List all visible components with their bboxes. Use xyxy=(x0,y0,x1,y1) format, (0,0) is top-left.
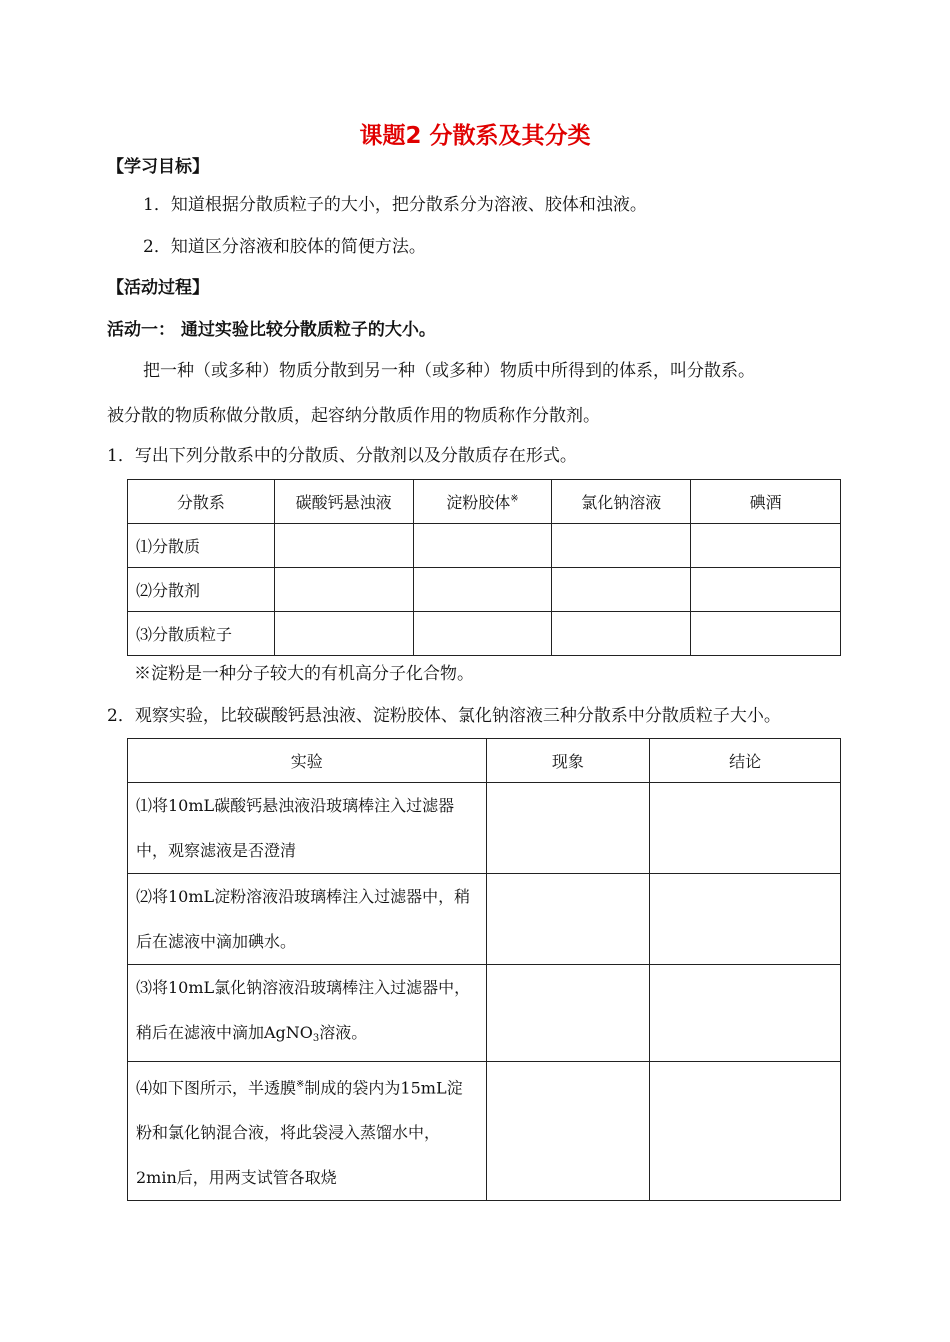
question-1: 1．写出下列分散系中的分散质、分散剂以及分散质存在形式。 xyxy=(107,446,577,466)
definition-paragraph-line2: 被分散的物质称做分散质，起容纳分散质作用的物质称作分散剂。 xyxy=(107,406,600,426)
header-cell: 碳酸钙悬浊液 xyxy=(274,480,413,524)
answer-cell[interactable] xyxy=(274,612,413,656)
header-cell: 分散系 xyxy=(128,480,275,524)
table-row xyxy=(128,1062,841,1201)
experiment-cell: ⑵将10mL淀粉溶液沿玻璃棒注入过滤器中，稍后在滤液中滴加碘水。 xyxy=(128,874,487,965)
table-row xyxy=(128,965,841,1062)
answer-cell[interactable] xyxy=(691,568,841,612)
row-label: ⑵分散剂 xyxy=(128,568,275,612)
observation-cell[interactable] xyxy=(486,783,650,874)
conclusion-cell[interactable] xyxy=(650,1062,841,1201)
goal-item-2: 2．知道区分溶液和胶体的简便方法。 xyxy=(143,237,426,257)
header-cell xyxy=(413,480,552,524)
header-cell: 实验 xyxy=(128,739,487,783)
goal-item-1: 1．知道根据分散质粒子的大小，把分散系分为溶液、胶体和浊液。 xyxy=(143,195,647,215)
conclusion-cell[interactable] xyxy=(650,874,841,965)
activity-process-heading: 【活动过程】 xyxy=(107,278,209,298)
question-2: 2．观察实验，比较碳酸钙悬浊液、淀粉胶体、氯化钠溶液三种分散系中分散质粒子大小。 xyxy=(107,706,781,726)
header-cell-text: 淀粉胶体 xyxy=(446,493,511,512)
experiment-cell xyxy=(128,1062,487,1201)
table-row xyxy=(128,568,841,612)
experiment-cell xyxy=(128,965,487,1062)
observation-cell[interactable] xyxy=(486,1062,650,1201)
footnote: ※淀粉是一种分子较大的有机高分子化合物。 xyxy=(134,664,474,684)
answer-cell[interactable] xyxy=(691,612,841,656)
dispersion-table xyxy=(127,479,841,656)
answer-cell[interactable] xyxy=(691,524,841,568)
table-header-row xyxy=(128,739,841,783)
observation-cell[interactable] xyxy=(486,965,650,1062)
conclusion-cell[interactable] xyxy=(650,965,841,1062)
page-title: 课题2 分散系及其分类 xyxy=(359,123,591,149)
definition-paragraph-line1: 把一种（或多种）物质分散到另一种（或多种）物质中所得到的体系，叫分散系。 xyxy=(143,361,755,381)
header-cell: 氯化钠溶液 xyxy=(552,480,691,524)
experiment-table xyxy=(127,738,841,1201)
experiment-cell: ⑴将10mL碳酸钙悬浊液沿玻璃棒注入过滤器中，观察滤液是否澄清 xyxy=(128,783,487,874)
answer-cell[interactable] xyxy=(413,568,552,612)
table-header-row xyxy=(128,480,841,524)
experiment-text: 制成的袋内为15mL淀粉和氯化钠混合液，将此袋浸入蒸馏水中，2min后，用两支试管各取烧 xyxy=(136,1078,463,1188)
header-cell: 碘酒 xyxy=(691,480,841,524)
footnote-mark: ※ xyxy=(296,1079,305,1090)
row-label: ⑶分散质粒子 xyxy=(128,612,275,656)
row-label: ⑴分散质 xyxy=(128,524,275,568)
experiment-text: 溶液。 xyxy=(319,1023,368,1042)
experiment-text: ⑷如下图所示，半透膜 xyxy=(136,1078,297,1098)
learning-goals-heading: 【学习目标】 xyxy=(107,157,209,177)
answer-cell[interactable] xyxy=(413,524,552,568)
conclusion-cell[interactable] xyxy=(650,783,841,874)
header-cell: 现象 xyxy=(486,739,650,783)
answer-cell[interactable] xyxy=(274,568,413,612)
subscript: 3 xyxy=(312,1033,320,1044)
experiment-text: ⑶将10mL氯化钠溶液沿玻璃棒注入过滤器中，稍后在滤液中滴加AgNO xyxy=(136,978,471,1042)
answer-cell[interactable] xyxy=(552,524,691,568)
table-row xyxy=(128,874,841,965)
table-row xyxy=(128,783,841,874)
answer-cell[interactable] xyxy=(413,612,552,656)
answer-cell[interactable] xyxy=(274,524,413,568)
answer-cell[interactable] xyxy=(552,612,691,656)
table-row xyxy=(128,524,841,568)
observation-cell[interactable] xyxy=(486,874,650,965)
table-row xyxy=(128,612,841,656)
activity1-title: 活动一： 通过实验比较分散质粒子的大小。 xyxy=(107,320,436,340)
header-cell: 结论 xyxy=(650,739,841,783)
answer-cell[interactable] xyxy=(552,568,691,612)
footnote-mark: ※ xyxy=(510,493,519,505)
